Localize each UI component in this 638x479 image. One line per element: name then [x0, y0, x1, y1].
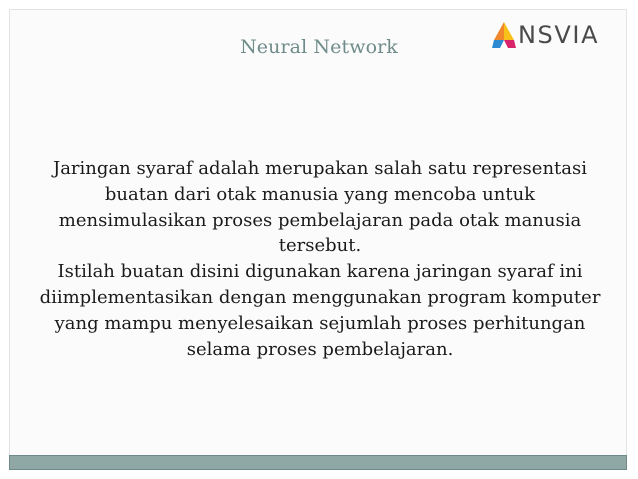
slide-body	[30, 156, 610, 362]
body-paragraph-1: Jaringan syaraf adalah merupakan salah satu representasi buatan dari otak manusia yang mencoba untuk mensimulasikan proses pembelajaran pada otak manusia tersebut.	[52, 158, 587, 257]
ansvia-logo	[491, 21, 599, 49]
body-paragraph-2: Istilah buatan disini digunakan karena jaringan syaraf ini diimplementasikan dengan menggunakan program komputer yang mampu menyelesaikan sejumlah proses perhitungan selama proses pembelajaran.	[39, 261, 601, 360]
logo-text: NSVIA	[518, 21, 600, 49]
slide-title: Neural Network	[240, 36, 398, 58]
logo-triangle-icon	[491, 21, 517, 49]
footer-bar	[9, 455, 627, 470]
